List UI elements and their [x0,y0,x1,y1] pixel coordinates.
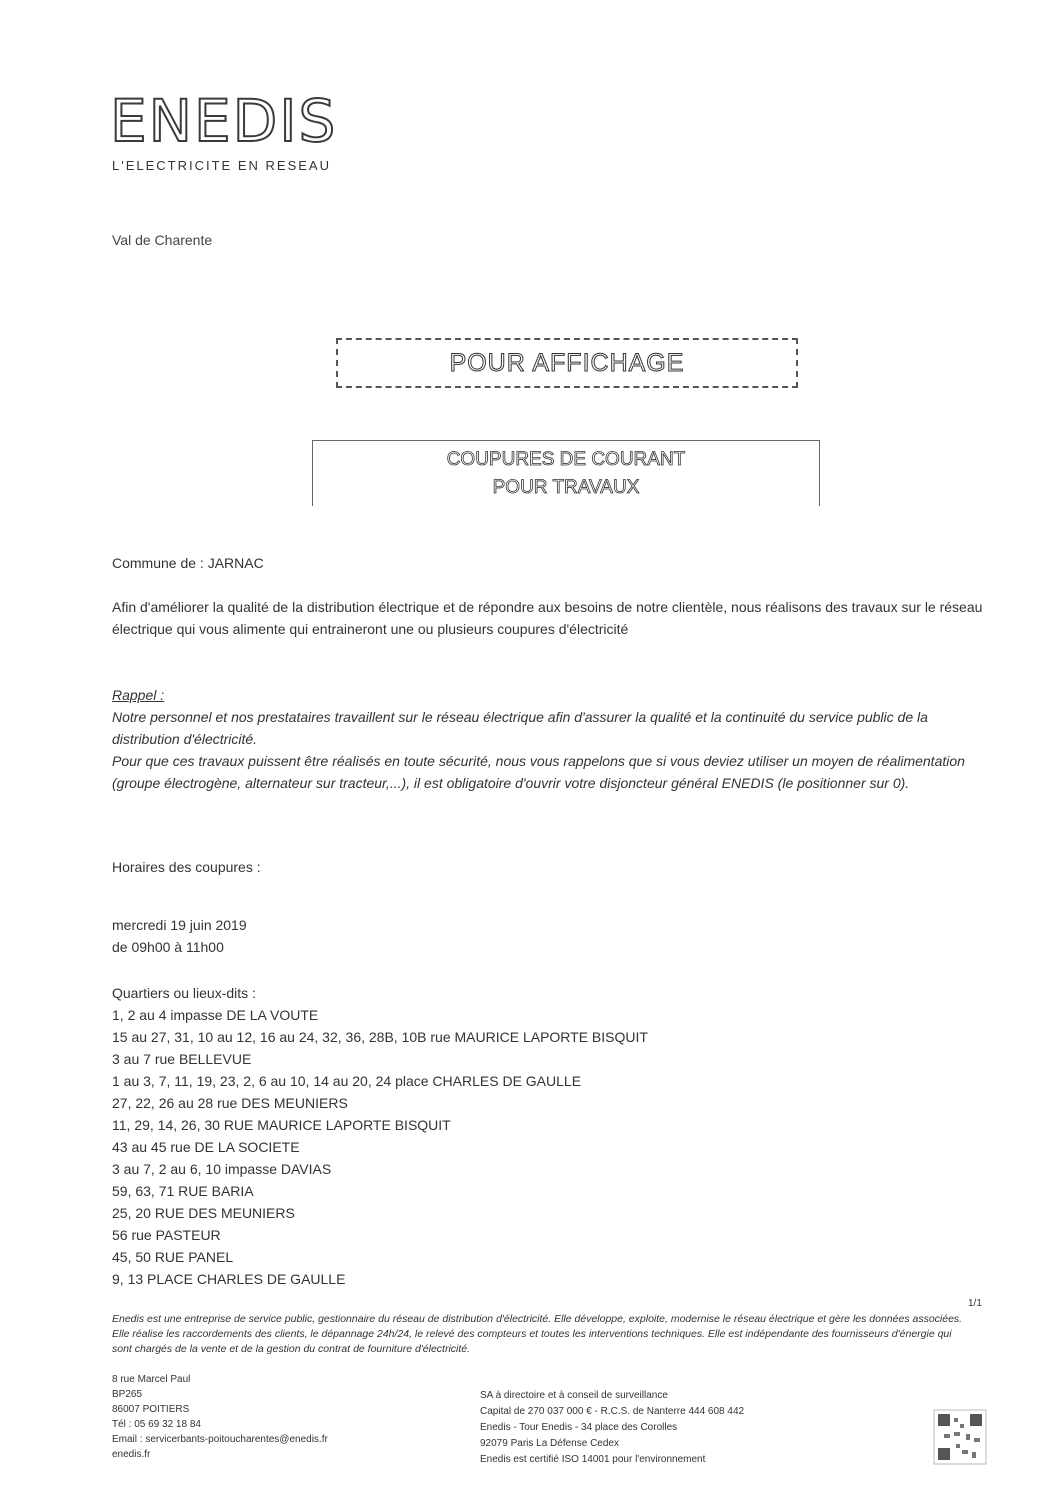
rappel-paragraph-1: Notre personnel et nos prestataires travaillent sur le réseau électrique afin d'assurer la qualité et la continuité du service public de la distribution d'électricité. [112,709,928,747]
address-line: BP265 [112,1389,143,1400]
list-item: 1, 2 au 4 impasse DE LA VOUTE [112,1007,319,1023]
list-item: 3 au 7 rue BELLEVUE [112,1051,252,1067]
address-website: enedis.fr [112,1449,151,1460]
list-item: 56 rue PASTEUR [112,1227,221,1243]
rappel-section [112,684,992,794]
coupures-title-line2: POUR TRAVAUX [492,476,640,498]
enedis-logo: ENEDIS [110,87,338,155]
company-line: Enedis - Tour Enedis - 34 place des Corolles [480,1422,678,1433]
list-item: 9, 13 PLACE CHARLES DE GAULLE [112,1271,346,1287]
list-item: 45, 50 RUE PANEL [112,1249,234,1265]
region-name: Val de Charente [112,232,213,248]
quartiers-section [112,982,648,1290]
footer-note: Enedis est une entreprise de service public, gestionnaire du réseau de distribution d'électricité. Elle développe, exploite, modernise le réseau électrique et gère les données associées. Elle réalise les raccordements des clients, le dépannage 24h/24, le relevé des compteurs et toutes les interventions techniques. Elle est indépendante des fournisseurs d'énergie qui sont chargés de la vente et de la gestion du contrat de fourniture d'électricité. [112,1313,963,1355]
address-line: Tél : 05 69 32 18 84 [112,1419,201,1430]
coupures-title-box [312,440,820,506]
list-item: 27, 22, 26 au 28 rue DES MEUNIERS [112,1095,348,1111]
logo-tagline: L'ELECTRICITE EN RESEAU [112,158,331,173]
list-item: 3 au 7, 2 au 6, 10 impasse DAVIAS [112,1161,332,1177]
commune-label: Commune de : JARNAC [112,555,264,571]
quartiers-label: Quartiers ou lieux-dits : [112,985,256,1001]
list-item: 25, 20 RUE DES MEUNIERS [112,1205,295,1221]
schedule-date: mercredi 19 juin 2019 [112,917,247,933]
intro-paragraph: Afin d'améliorer la qualité de la distribution électrique et de répondre aux besoins de notre clientèle, nous réalisons des travaux sur le réseau électrique qui vous alimente qui entraineront une ou plusieurs coupures d'électricité [112,599,983,637]
footer-company-info [480,1388,744,1468]
schedule-time: de 09h00 à 11h00 [112,939,224,955]
rappel-title: Rappel : [112,687,165,703]
company-line: SA à directoire et à conseil de surveillance [480,1390,668,1401]
list-item: 43 au 45 rue DE LA SOCIETE [112,1139,300,1155]
horaires-label: Horaires des coupures : [112,859,261,875]
footer-address [112,1372,328,1462]
page-number: 1/1 [968,1298,982,1309]
list-item: 15 au 27, 31, 10 au 12, 16 au 24, 32, 36, 28B, 10B rue MAURICE LAPORTE BISQUIT [112,1029,648,1045]
list-item: 1 au 3, 7, 11, 19, 23, 2, 6 au 10, 14 au 20, 24 place CHARLES DE GAULLE [112,1073,582,1089]
list-item: 59, 63, 71 RUE BARIA [112,1183,254,1199]
pour-affichage-box [336,338,798,388]
qr-code-icon [932,1408,988,1466]
address-email: Email : servicerbants-poitoucharentes@enedis.fr [112,1434,328,1445]
company-line: 92079 Paris La Défense Cedex [480,1438,619,1449]
address-line: 8 rue Marcel Paul [112,1374,191,1385]
address-line: 86007 POITIERS [112,1404,190,1415]
rappel-paragraph-2: Pour que ces travaux puissent être réalisés en toute sécurité, nous vous rappelons que si vous deviez utiliser un moyen de réalimentation (groupe électrogène, alternateur sur tracteur,...), il est obligatoire d'ouvrir votre disjoncteur général ENEDIS (le positionner sur 0). [112,753,965,791]
list-item: 11, 29, 14, 26, 30 RUE MAURICE LAPORTE BISQUIT [112,1117,451,1133]
schedule [112,914,247,958]
company-line: Capital de 270 037 000 € - R.C.S. de Nanterre 444 608 442 [480,1406,745,1417]
company-line: Enedis est certifié ISO 14001 pour l'environnement [480,1454,706,1465]
coupures-title-line1: COUPURES DE COURANT [446,448,686,470]
pour-affichage-title: POUR AFFICHAGE [449,348,685,377]
